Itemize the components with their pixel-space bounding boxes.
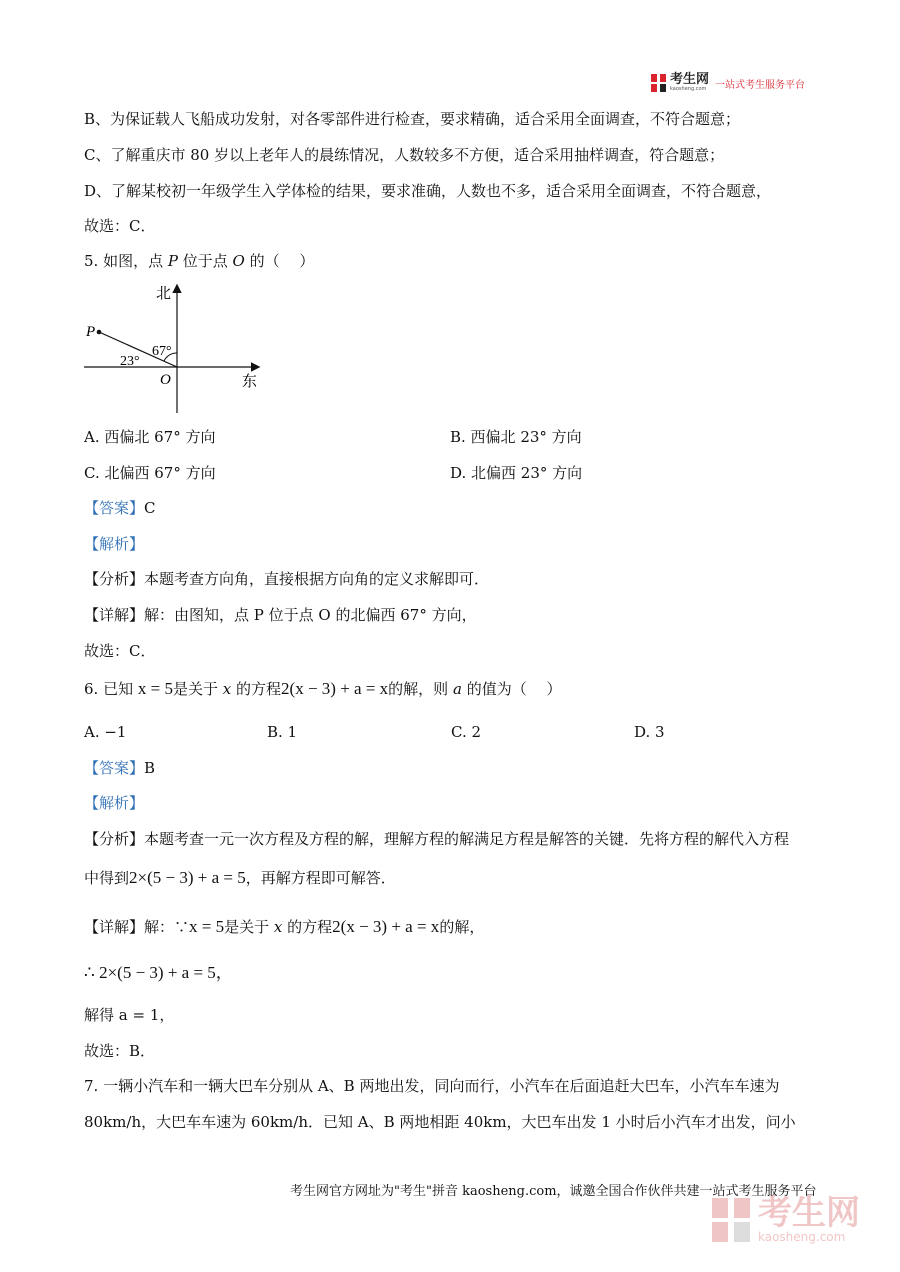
q5-option-c: C. 北偏西 67° 方向: [84, 464, 216, 482]
q6-choose: 故选：B．: [84, 1042, 156, 1060]
logo-text: 考生网: [670, 72, 710, 87]
point-p-dot: [97, 330, 102, 335]
q6-fenxi: 【分析】本题考查一元一次方程及方程的解，理解方程的解满足方程是解答的关键．先将方程的解代入方程: [84, 830, 790, 848]
q6-stem-c: 的方程: [236, 680, 282, 698]
q6-fenxi-2: [84, 867, 396, 889]
q5-xiangjie: 【详解】解：由图知，点 P 位于点 O 的北偏西 67° 方向，: [84, 606, 477, 624]
q4-option-b-explanation: B、为保证载人飞船成功发射，对各零部件进行检查，要求精确，适合采用全面调查，不符合题意；: [84, 110, 741, 128]
q6-eq1: x = 5: [137, 679, 173, 698]
q6-option-a: A. −1: [84, 723, 127, 741]
q6-stem-d: 的解，则: [388, 680, 449, 698]
q4-choose: 故选：C．: [84, 217, 156, 235]
q5-option-b: B. 西偏北 23° 方向: [450, 428, 582, 446]
logo-slogan: 一站式考生服务平台: [715, 79, 806, 91]
figure-origin-o: O: [160, 372, 171, 388]
logo-text-block: [670, 74, 709, 92]
q5-stem-o: O: [232, 252, 245, 270]
q6-fenxi2-eq: 2×(5 − 3) + a = 5: [129, 868, 246, 887]
q7-line2: 80km/h，大巴车车速为 60km/h．已知 A、B 两地相距 40km，大巴车出发 1 小时后小汽车才出发，问小: [84, 1113, 796, 1131]
q6-fenxi2-pre: 中得到: [84, 869, 130, 887]
q5-answer: [84, 497, 156, 519]
q5-choose: 故选：C．: [84, 642, 156, 660]
q4-option-d-explanation: D、了解某校初一年级学生入学体检的结果，要求准确，人数也不多，适合采用全面调查，不符合题意，: [84, 182, 772, 200]
q5-stem-post: 的（ ）: [249, 252, 315, 270]
q6-var-a: a: [452, 680, 462, 698]
q5-stem-p: P: [167, 252, 178, 270]
watermark-text: 考生网: [758, 1193, 860, 1233]
q6-stem-b: 是关于: [172, 680, 218, 698]
q6-detail: [84, 916, 484, 938]
q6-option-b: B. 1: [267, 723, 298, 741]
q6-answer-label: 【答案】: [84, 759, 145, 777]
figure-angle-67: 67°: [152, 344, 172, 359]
q6-eq2: 2(x − 3) + a = x: [281, 679, 389, 698]
watermark: [712, 1193, 860, 1244]
figure-north-label: 北: [156, 284, 172, 302]
q6-detail-post: 的解，: [439, 918, 485, 936]
q6-detail-mid2: 的方程: [287, 918, 333, 936]
watermark-text-block: [758, 1193, 860, 1244]
header-logo: [651, 72, 805, 94]
q6-detail-eq1: x = 5: [189, 917, 225, 936]
q6-answer: [84, 757, 155, 779]
q6-option-c: C. 2: [451, 723, 482, 741]
figure-point-p: P: [86, 324, 96, 340]
q5-stem-pre: 5. 如图，点: [84, 252, 164, 270]
q6-detail-eq2: 2(x − 3) + a = x: [332, 917, 440, 936]
q4-option-c-explanation: C、了解重庆市 80 岁以上老年人的晨练情况，人数较多不方便，适合采用抽样调查，符合题意；: [84, 146, 725, 164]
q6-stem-a: 6. 已知: [84, 680, 134, 698]
q6-option-d: D. 3: [634, 723, 665, 741]
q6-fenxi2-post: ，再解方程即可解答．: [245, 869, 396, 887]
q5-answer-value: C: [144, 499, 156, 517]
q6-stem-e: 的值为（ ）: [466, 680, 562, 698]
q6-analysis-label: 【解析】: [84, 794, 145, 812]
page-footer: 考生网官方网址为"考生"拼音 kaosheng.com，诚邀全国合作伙伴共建一站式考生服务平台: [290, 1184, 817, 1199]
logo-sub: kaosheng.com: [670, 86, 707, 92]
q6-detail-x: x: [273, 918, 283, 936]
q5-option-a: A. 西偏北 67° 方向: [84, 428, 216, 446]
q6-therefore: ∴ 2×(5 − 3) + a = 5，: [84, 963, 233, 982]
q5-stem-mid: 位于点: [182, 252, 228, 270]
q5-stem: [84, 250, 314, 272]
watermark-logo-icon: [712, 1198, 752, 1242]
q6-detail-pre: 【详解】解：∵: [84, 918, 190, 936]
q5-analysis-label: 【解析】: [84, 535, 145, 553]
q6-answer-value: B: [144, 759, 156, 777]
watermark-sub: kaosheng.com: [758, 1230, 846, 1244]
q6-stem: [84, 678, 561, 700]
q5-fenxi: 【分析】本题考查方向角，直接根据方向角的定义求解即可．: [84, 570, 490, 588]
q6-var-x: x: [222, 680, 232, 698]
figure-angle-23: 23°: [120, 354, 140, 369]
q5-answer-label: 【答案】: [84, 499, 145, 517]
q5-option-d: D. 北偏西 23° 方向: [450, 464, 583, 482]
brand-logo-icon: [651, 74, 667, 92]
q6-solve: 解得 a = 1，: [84, 1006, 175, 1024]
q7-line1: 7. 一辆小汽车和一辆大巴车分别从 A、B 两地出发，同向而行，小汽车在后面追赶大巴车，小汽车车速为: [84, 1077, 780, 1095]
figure-east-label: 东: [242, 372, 258, 390]
direction-figure: [80, 280, 280, 420]
q6-detail-mid: 是关于: [224, 918, 270, 936]
